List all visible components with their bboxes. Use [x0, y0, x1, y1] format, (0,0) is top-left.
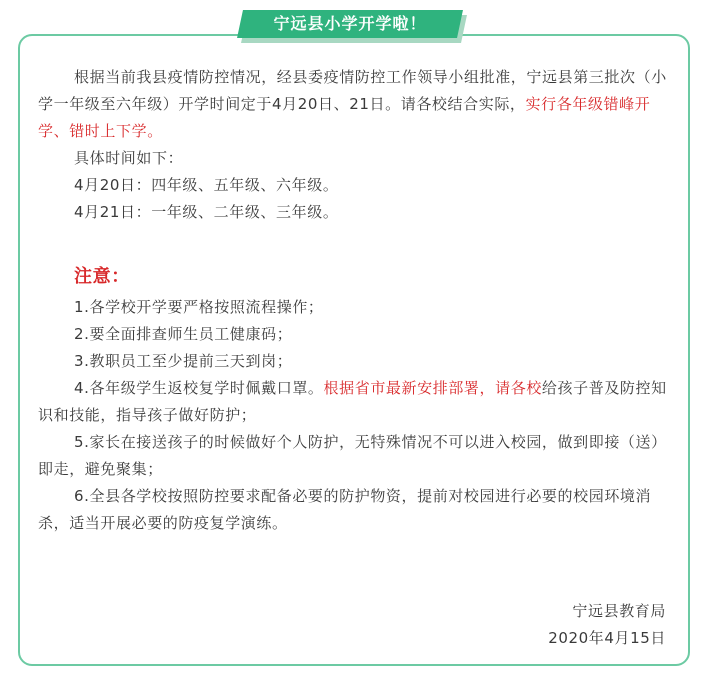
banner-title: 宁远县小学开学啦！ — [273, 14, 427, 33]
note-item-2: 2.要全面排查师生员工健康码； — [74, 325, 293, 343]
intro-text: 根据当前我县疫情防控情况，经县委疫情防控工作领导小组批准，宁远县第三批次（小学一年级至六年级）开学时间定于4月20日、21日。请各校结合实际， — [38, 68, 667, 113]
signature-org: 宁远县教育局 — [572, 602, 666, 620]
note-item-6: 6.全县各学校按照防控要求配备必要的防护物资，提前对校园进行必要的校园环境消杀，适当开展必要的防疫复学演练。 — [38, 487, 652, 532]
schedule-item-2: 4月21日：一年级、二年级、三年级。 — [74, 203, 339, 221]
note-item-4-highlight: 根据省市最新安排部署，请各校 — [323, 379, 542, 397]
intro-highlight: 实行各年级错峰开学、错时上下学。 — [38, 95, 651, 140]
schedule-item-1: 4月20日：四年级、五年级、六年级。 — [74, 176, 339, 194]
notice-content — [38, 64, 670, 537]
intro-paragraph — [38, 64, 670, 145]
notes-title: 注意： — [74, 266, 130, 287]
title-banner — [240, 10, 464, 42]
note-item-5: 5.家长在接送孩子的时候做好个人防护，无特殊情况不可以进入校园，做到即接（送）即走，避免聚集； — [38, 433, 667, 478]
note-item-4-end: 给孩子普及防控知识和技能，指导孩子做好防护； — [38, 379, 667, 424]
note-item-1: 1.各学校开学要严格按照流程操作； — [74, 298, 324, 316]
signature-date: 2020年4月15日 — [548, 629, 666, 647]
schedule-heading: 具体时间如下： — [74, 149, 184, 167]
note-item-4-start: 4.各年级学生返校复学时佩戴口罩。 — [74, 379, 324, 397]
note-item-4 — [38, 375, 670, 429]
note-item-3: 3.教职员工至少提前三天到岗； — [74, 352, 293, 370]
